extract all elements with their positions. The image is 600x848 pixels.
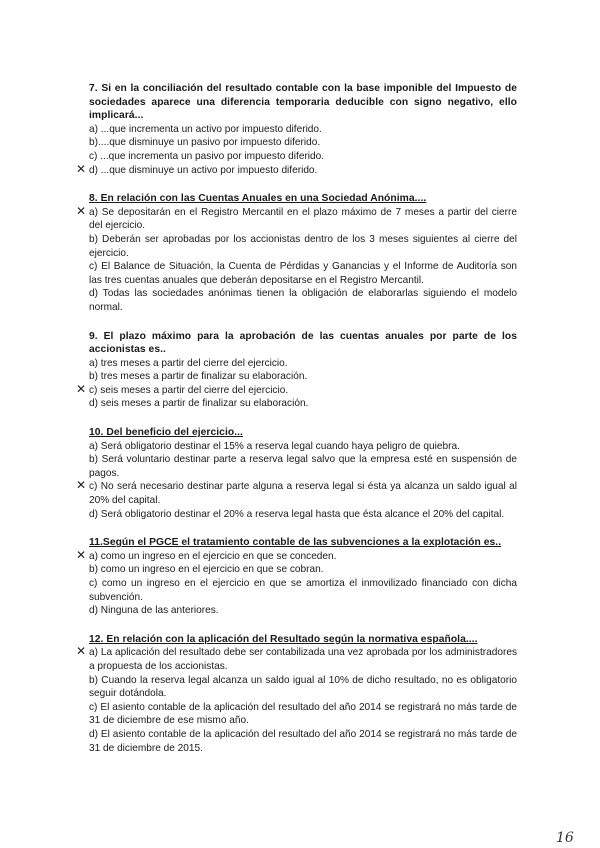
option-d: d) Todas las sociedades anónimas tienen la obligación de elaborarlas siguiendo el modelo normal. [89,288,517,313]
question-12 [76,633,517,755]
question-9 [76,330,517,412]
answer-mark-icon: ✕ [76,644,87,659]
question-title: 11.Según el PGCE el tratamiento contable de las subvenciones a la explotación es.. [89,537,502,549]
page-number: 16 [556,830,574,846]
option-c: c) El asiento contable de la aplicación del resultado del año 2014 se registrará no más tarde de 31 de diciembre de ese mismo año. [89,701,517,727]
option-c: c) ...que incrementa un pasivo por impuesto diferido. [89,150,325,162]
option-d: d) Será obligatorio destinar el 20% a reserva legal hasta que ésta alcance el 20% del capital. [89,508,505,520]
answer-mark-icon: ✕ [76,381,87,396]
option-c: c) como un ingreso en el ejercicio en que se amortiza el inmovilizado financiado con dicha subvención. [89,578,517,603]
question-title: 8. En relación con las Cuentas Anuales en una Sociedad Anónima.... [89,193,427,205]
question-title: 7. Si en la conciliación del resultado contable con la base imponible del Impuesto de sociedades aparece una diferencia temporaria deducible con signo negativo, ello implicará... [89,83,517,122]
question-title: 9. El plazo máximo para la aprobación de las cuentas anuales por parte de los accionistas es.. [89,330,517,356]
answer-mark-icon: ✕ [76,547,87,562]
option-a: a) ...que incrementa un activo por impuesto diferido. [89,123,322,135]
answer-mark-icon: ✕ [76,478,87,493]
question-7 [76,82,517,177]
option-b: b) Será voluntario destinar parte a reserva legal salvo que la empresa esté en suspensión de pagos. [89,454,517,479]
option-b: b) Deberán ser aprobadas por los accionistas dentro de los 3 meses siguientes al cierre del ejercicio. [89,233,517,259]
option-a: ✕ a) Se depositarán en el Registro Mercantil en el plazo máximo de 7 meses a partir del cierre del ejercicio. [76,203,517,232]
question-list [76,82,517,770]
option-c: c) El Balance de Situación, la Cuenta de Pérdidas y Ganancias y el Informe de Auditoría son las tres cuentas anuales que deberán depositarse en el Registro Mercantil. [89,261,517,286]
question-title: 12. En relación con la aplicación del Resultado según la normativa española.... [89,633,478,645]
question-8 [76,192,517,314]
option-b: b) tres meses a partir de finalizar su elaboración. [89,371,308,383]
option-d: d) Ninguna de las anteriores. [89,605,219,617]
option-a: a) Será obligatorio destinar el 15% a reserva legal cuando haya peligro de quiebra. [89,440,460,452]
question-10 [76,426,517,521]
option-c: ✕ c) seis meses a partir del cierre del ejercicio. [76,381,289,396]
question-11 [76,536,517,618]
option-b: b)....que disminuye un pasivo por impuesto diferido. [89,137,321,149]
option-a: a) tres meses a partir del cierre del ejercicio. [89,357,288,369]
option-c: ✕ c) No será necesario destinar parte alguna a reserva legal si ésta ya alcanza un saldo igual al 20% del capital. [76,478,517,507]
answer-mark-icon: ✕ [76,203,87,218]
option-d: d) El asiento contable de la aplicación del resultado del año 2014 se registrará no más tarde de 31 de diciembre de 2015. [89,728,517,754]
option-a: ✕ a) como un ingreso en el ejercicio en que se conceden. [76,547,337,562]
option-a: ✕ a) La aplicación del resultado debe ser contabilizada una vez aprobada por los administradores a propuesta de los accionistas. [76,644,517,672]
option-d: ✕ d) ...que disminuye un activo por impuesto diferido. [76,161,318,176]
option-d: d) seis meses a partir de finalizar su elaboración. [89,398,309,410]
question-title: 10. Del beneficio del ejercicio... [89,427,243,439]
option-b: b) como un ingreso en el ejercicio en que se cobran. [89,564,324,576]
option-b: b) Cuando la reserva legal alcanza un saldo igual al 10% de dicho resultado, no es obligatorio seguir dotándola. [89,674,517,700]
answer-mark-icon: ✕ [76,161,87,176]
